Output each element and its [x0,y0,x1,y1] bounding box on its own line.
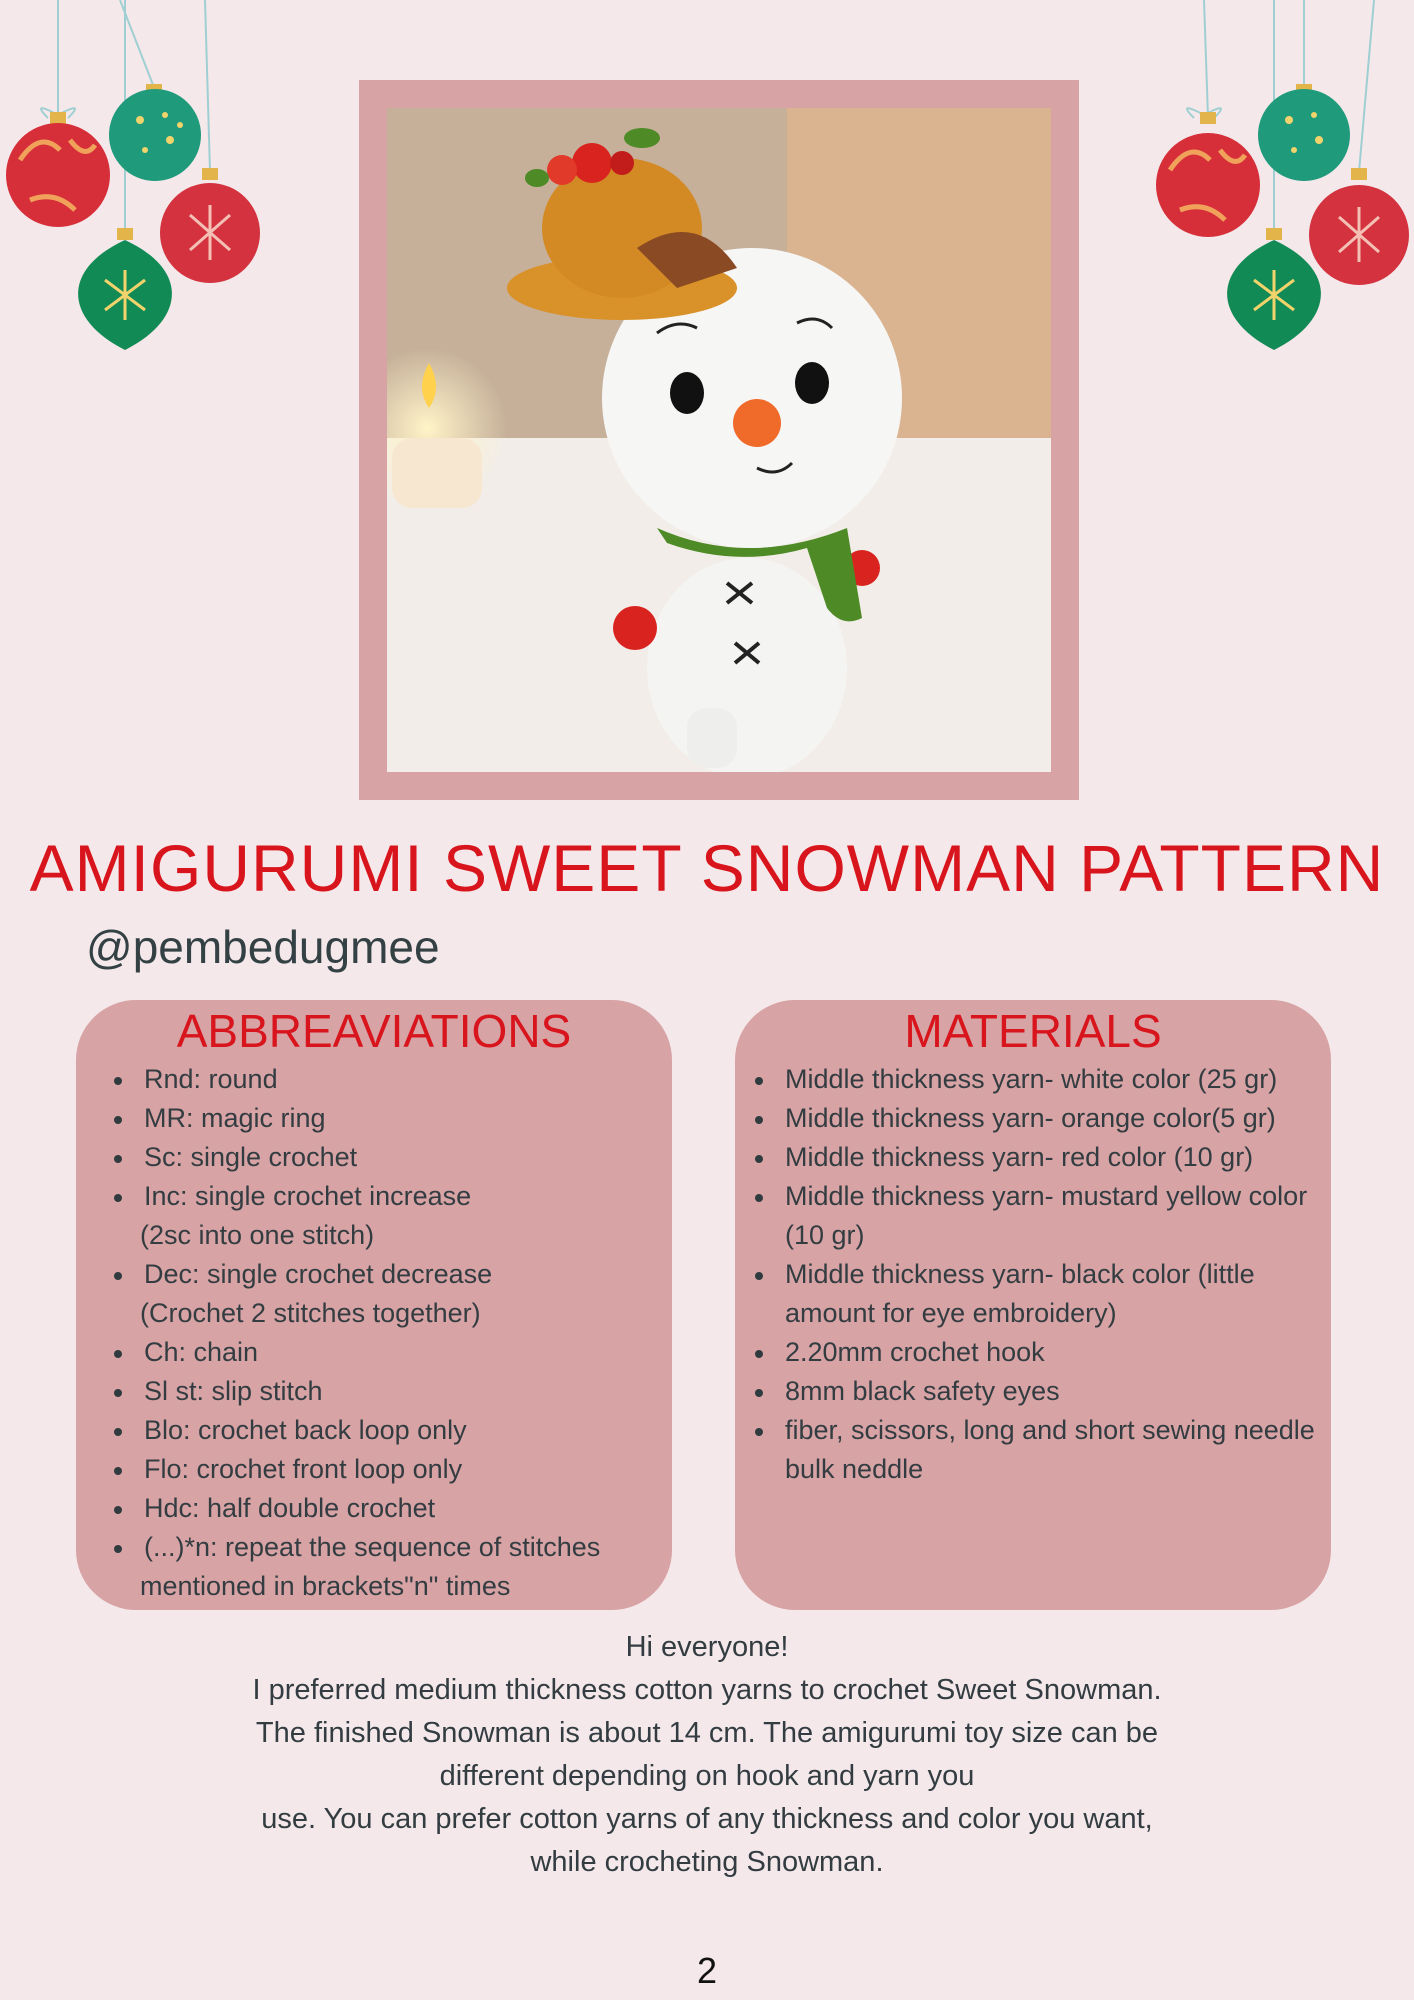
intro-line: use. You can prefer cotton yarns of any thickness and color you want, [261,1803,1153,1835]
list-item: Flo: crochet front loop only [106,1450,652,1489]
list-item: Middle thickness yarn- white color (25 gr) [747,1060,1321,1099]
list-item: Hdc: half double crochet [106,1489,652,1528]
list-item: 2.20mm crochet hook [747,1333,1321,1372]
list-item: Middle thickness yarn- black color (little amount for eye embroidery) [747,1255,1321,1333]
snowman-photo [387,108,1051,772]
list-item: Rnd: round [106,1060,652,1099]
christmas-ornaments-left-icon [0,0,280,360]
author-handle: @pembedugmee [86,921,440,973]
list-item: MR: magic ring [106,1099,652,1138]
intro-line: Hi everyone! [625,1631,789,1663]
page-title: AMIGURUMI SWEET SNOWMAN PATTERN [29,831,1385,905]
list-item-continuation: (Crochet 2 stitches together) [140,1298,481,1328]
abbreviations-heading: ABBREAVIATIONS [176,1005,572,1057]
list-item: Sc: single crochet [106,1138,652,1177]
list-item-continuation: mentioned in brackets"n" times [140,1571,511,1601]
intro-line: different depending on hook and yarn you [439,1760,975,1792]
page-number: 2 [696,1950,718,1991]
photo-frame [359,80,1079,800]
list-item: Ch: chain [106,1333,652,1372]
list-item: Middle thickness yarn- orange color(5 gr) [747,1099,1321,1138]
intro-line: I preferred medium thickness cotton yarns to crochet Sweet Snowman. [252,1674,1162,1706]
intro-line: while crocheting Snowman. [530,1846,884,1878]
list-item: Inc: single crochet increase (2sc into one stitch) [106,1177,652,1255]
intro-line: The finished Snowman is about 14 cm. The amigurumi toy size can be [255,1717,1159,1749]
abbreviations-list [76,1060,672,1606]
materials-heading: MATERIALS [904,1005,1162,1057]
list-item: Dec: single crochet decrease (Crochet 2 stitches together) [106,1255,652,1333]
list-item-continuation: (2sc into one stitch) [140,1220,375,1250]
list-item: 8mm black safety eyes [747,1372,1321,1411]
list-item: Sl st: slip stitch [106,1372,652,1411]
list-item: Blo: crochet back loop only [106,1411,652,1450]
christmas-ornaments-right-icon [1134,0,1414,360]
materials-list [735,1060,1331,1489]
list-item: fiber, scissors, long and short sewing needle bulk neddle [747,1411,1321,1489]
list-item: Middle thickness yarn- mustard yellow color (10 gr) [747,1177,1321,1255]
abbreviations-card [76,1000,672,1610]
intro-paragraph [160,1626,1254,1884]
materials-card [735,1000,1331,1610]
list-item: (...)*n: repeat the sequence of stitches mentioned in brackets"n" times [106,1528,652,1606]
list-item: Middle thickness yarn- red color (10 gr) [747,1138,1321,1177]
